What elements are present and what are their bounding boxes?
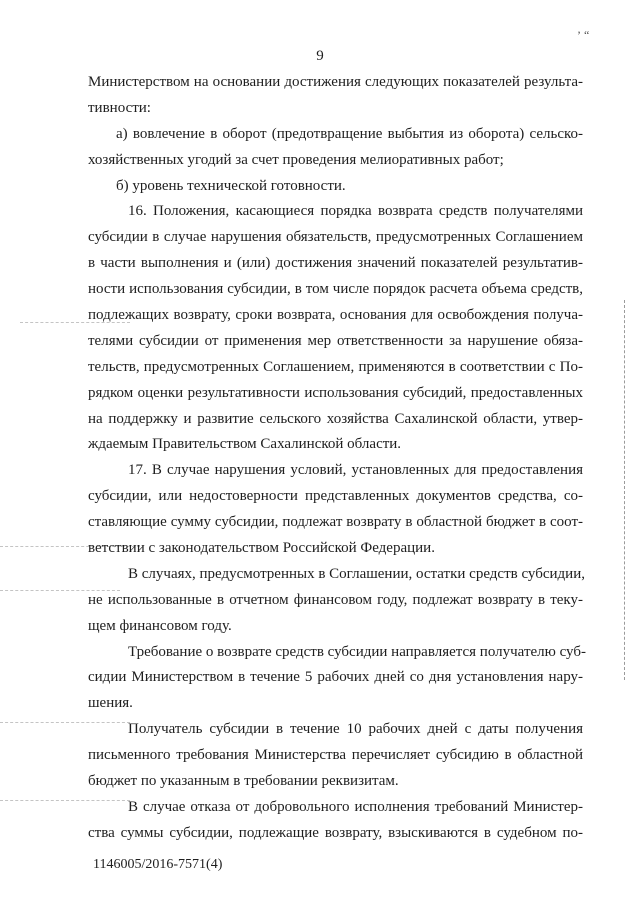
scan-edge <box>624 300 625 680</box>
text-line: шения. <box>88 695 133 712</box>
text-line: тивности: <box>88 99 151 116</box>
text-line: хозяйственных угодий за счет проведения мелиоративных работ; <box>88 151 504 168</box>
text-line: В случае отказа от добровольного исполнения требований Министер- <box>128 798 583 815</box>
text-line: Получатель субсидии в течение 10 рабочих дней с даты получения <box>128 721 583 738</box>
text-line: ставляющие сумму субсидии, подлежат возврату в областной бюджет в соот- <box>88 514 583 531</box>
text-line: а) вовлечение в оборот (предотвращение выбытия из оборота) сельско- <box>116 125 583 142</box>
text-line: не использованные в отчетном финансовом году, подлежат возврату в теку- <box>88 591 583 608</box>
text-line: субсидии в случае нарушения обязательств, предусмотренных Соглашением <box>88 229 583 246</box>
text-line: подлежащих возврату, сроки возврата, основания для освобождения получа- <box>88 307 583 324</box>
text-line: В случаях, предусмотренных в Соглашении, остатки средств субсидии, <box>128 565 585 582</box>
text-line: ности использования субсидии, в том числе порядок расчета объема средств, <box>88 281 583 298</box>
text-line: на поддержку и развитие сельского хозяйства Сахалинской области, утвер- <box>88 410 583 427</box>
text-line: письменного требования Министерства перечисляет субсидию в областной <box>88 747 583 764</box>
text-line: б) уровень технической готовности. <box>116 177 346 194</box>
text-line: Требование о возврате средств субсидии направляется получателю суб- <box>128 643 586 660</box>
text-line: в части выполнения и (или) достижения значений показателей результатив- <box>88 255 583 272</box>
text-line: рядком оценки результативности использования субсидий, предоставленных <box>88 384 583 401</box>
text-line: телями субсидии от применения мер ответственности за нарушение обяза- <box>88 332 583 349</box>
text-line: Министерством на основании достижения следующих показателей результа- <box>88 74 583 90</box>
text-line: субсидии, или недостоверности представленных документов средства, со- <box>88 488 583 505</box>
text-line: бюджет по указанным в требовании реквизитам. <box>88 773 399 790</box>
text-line: тельств, предусмотренных Соглашением, применяются в соответствии с По- <box>88 358 583 375</box>
corner-mark: ’“ <box>577 28 593 42</box>
text-line: ветствии с законодательством Российской Федерации. <box>88 540 435 557</box>
body-text <box>88 70 586 847</box>
text-line: щем финансовом году. <box>88 617 232 634</box>
text-line: 17. В случае нарушения условий, установленных для предоставления <box>128 462 583 479</box>
document-id: 1146005/2016-7571(4) <box>93 857 223 872</box>
text-line: сидии Министерством в течение 5 рабочих дней со дня установления нару- <box>88 669 583 686</box>
page-number: 9 <box>316 48 324 64</box>
text-line: ства суммы субсидии, подлежащие возврату, взыскиваются в судебном по- <box>88 824 583 841</box>
text-line: 16. Положения, касающиеся порядка возврата средств получателями <box>128 203 583 220</box>
text-line: ждаемым Правительством Сахалинской области. <box>88 436 402 453</box>
